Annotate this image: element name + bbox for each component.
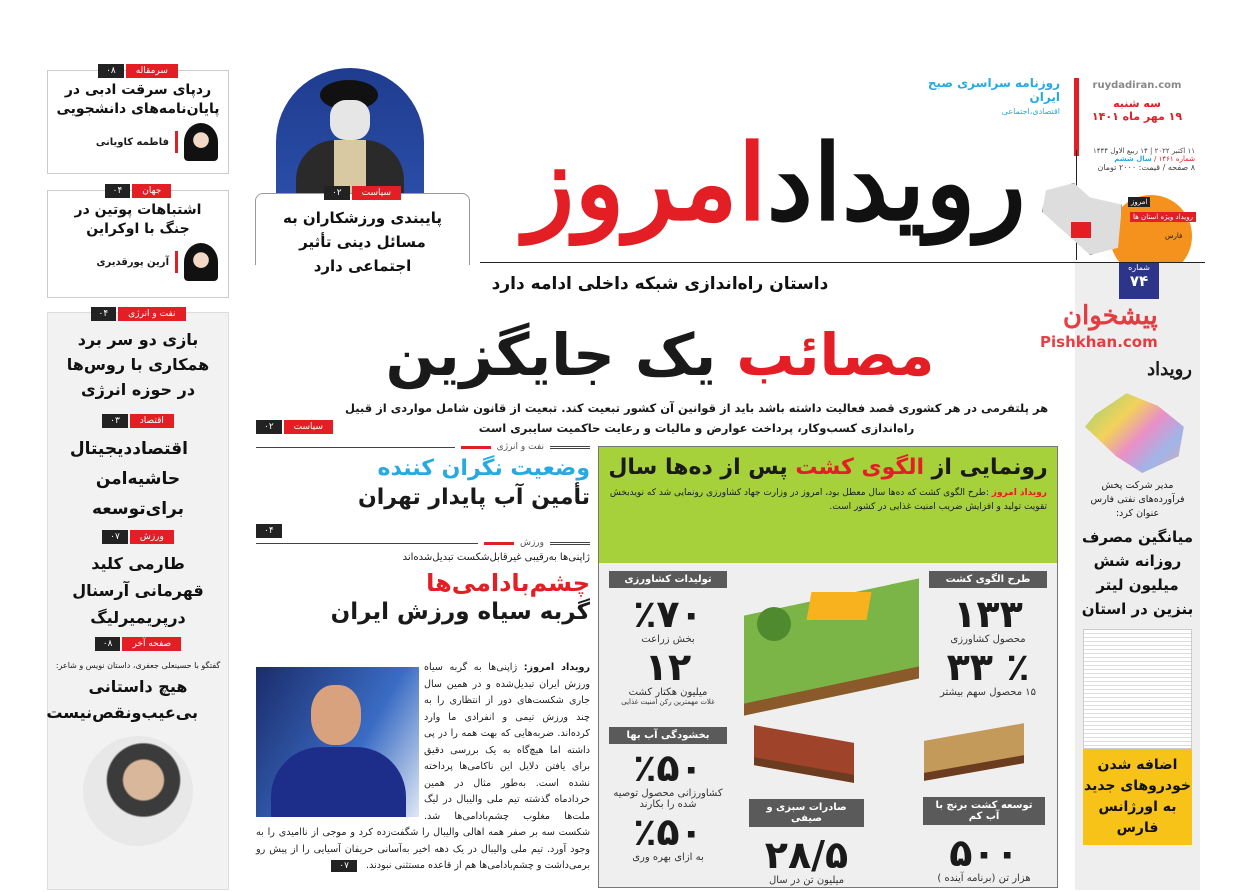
- watermark-fa: پیشخوان: [1062, 301, 1158, 331]
- page-number: ۰۸: [95, 637, 121, 651]
- page-number: ۰۴: [105, 184, 131, 198]
- stat-value: ٪۷۰: [633, 592, 703, 636]
- rice-plot-icon: [924, 723, 1024, 781]
- section-tag: نفت و انرژی: [118, 307, 185, 321]
- page-number: ۰۸: [98, 64, 124, 78]
- date: ۱۹ مهر ماه ۱۴۰۱: [1091, 110, 1183, 123]
- brief-title[interactable]: اقتصاددیجیتال حاشیه‌امن برای‌توسعه: [69, 439, 188, 519]
- yellow-promo[interactable]: [1083, 629, 1192, 845]
- info-tag: تولیدات کشاورزی: [609, 571, 727, 588]
- masthead-logo: [480, 108, 1070, 258]
- logo-word-2: امروز: [524, 121, 767, 244]
- weekday: سه شنبه: [1113, 97, 1161, 110]
- sport-title[interactable]: گربه سیاه ورزش ایران: [330, 599, 590, 625]
- stat-caption: کشاورزانی محصول توصیه شده را بکارند: [613, 788, 723, 810]
- year: سال ششم: [1114, 155, 1152, 163]
- section-header: [256, 442, 590, 452]
- stat-value: ٪ ۳۳: [946, 645, 1030, 689]
- world-box[interactable]: [47, 186, 229, 298]
- stat-caption: ۱۵ محصول سهم بیشتر: [939, 687, 1037, 698]
- supplement-title[interactable]: میانگین مصرف روزانه شش میلیون لیتر بنزین در استان: [1081, 528, 1194, 618]
- stat-value: ٪۵۰: [633, 746, 703, 790]
- masthead-red-bar: [1074, 78, 1079, 156]
- section-tag: اقتصاد: [130, 414, 174, 428]
- info-tag: طرح الگوی کشت: [929, 571, 1047, 588]
- section-tag: ورزش: [130, 530, 174, 544]
- left-briefs: [46, 309, 229, 890]
- author-photo: [184, 243, 218, 281]
- fars-map: [1085, 389, 1189, 473]
- lead-headline[interactable]: [380, 320, 940, 390]
- issue-badge: [1119, 263, 1159, 299]
- sport-kicker: چشم‌بادامی‌ها: [426, 569, 590, 597]
- brief-title[interactable]: طارمی کلید قهرمانی آرسنال درپریمیرلیگ: [72, 554, 204, 627]
- supplement-logo: رویداد: [1147, 359, 1192, 380]
- sport-body: [256, 660, 590, 875]
- section-tag: سیاست: [284, 420, 333, 434]
- issue-number: شماره ۱۴۶۱ /: [1151, 155, 1195, 163]
- paper-logo-small: رویداد امروز: [991, 488, 1047, 498]
- headline-black: یک جایگزین: [385, 321, 717, 389]
- pishkhan-watermark: [1040, 300, 1158, 352]
- intro-text: :طرح الگوی کشت که ده‌ها سال معطل بود، امروز در وزارت جهاد کشاورزی رونمایی شد که نویدبخش تقویت تولید و افزایش ضریب امنیت غذایی در کشور است.: [609, 488, 1047, 512]
- section-tag: سرمقاله: [126, 64, 178, 78]
- map-label-today: امروز: [1128, 197, 1150, 207]
- stat-caption: غلات مهمترین رکن امنیت غذایی: [621, 698, 715, 706]
- stat-value: ۲۸/۵: [764, 833, 849, 877]
- sport-summary: ژاپنی‌ها به‌رقیبی غیرقابل‌شکست تبدیل‌شده‌اند: [402, 552, 590, 563]
- infographic-title: [599, 455, 1057, 480]
- stat-value: ۵۰۰: [949, 831, 1019, 875]
- brief-kicker: گفتگو با حسینعلی جعفری، داستان نویس و شاعر:: [55, 661, 221, 670]
- stat-value: ۱۲: [644, 645, 692, 689]
- title-part: رونمایی از: [931, 455, 1048, 480]
- infographic-intro: [609, 486, 1047, 514]
- interviewee-photo: [83, 736, 193, 846]
- date-other: ۱۱ اکتبر ۲۰۲۲ | ۱۴ ربیع الاول ۱۴۴۴: [1092, 147, 1195, 155]
- page-number: ۰۲: [256, 420, 282, 434]
- stat-caption: محصول کشاورزی: [950, 634, 1026, 645]
- stat-caption: هزار تن (برنامه آینده ): [937, 873, 1031, 884]
- author-photo: [184, 123, 218, 161]
- province-supplement[interactable]: [1075, 263, 1200, 890]
- section-tag: جهان: [132, 184, 171, 198]
- orchard-tree-icon: [757, 607, 791, 641]
- section-tag: صفحه آخر: [122, 637, 181, 651]
- field-plot-icon: [754, 725, 854, 783]
- section-tag: سیاست: [352, 186, 401, 200]
- section-label: نفت و انرژی: [496, 442, 544, 452]
- water-title[interactable]: تأمین آب پایدار تهران: [357, 485, 590, 510]
- lead-body: هر پلتفرمی در هر کشوری قصد فعالیت داشته باشد باید از قوانین آن کشور تبعیت کند. تبعیت از قانون شامل مواردی از قبیل راه‌اندازی کسب‌وکار، پرداخت عوارض و مالیات و رعایت حاکمیت سایبری است: [344, 401, 1049, 435]
- stat-value: ٪۵۰: [633, 810, 703, 854]
- info-tag: بخشودگی آب بها: [609, 727, 727, 744]
- author-name: آرین پورقدیری: [96, 256, 169, 268]
- map-label-special: رویداد ویژه استان ها: [1130, 212, 1196, 222]
- brief-title[interactable]: هیچ داستانی بی‌عیب‌ونقص‌نیست: [46, 677, 198, 722]
- title-part: پس از ده‌ها سال: [608, 455, 788, 480]
- supplement-kicker: مدیر شرکت پخش فرآورده‌های نفتی فارس عنوان کرد:: [1090, 480, 1185, 519]
- slogan: روزنامه سراسری صبح ایران: [927, 76, 1060, 104]
- website[interactable]: ruydadiran.com: [1092, 80, 1182, 91]
- info-tag: صادرات سبزی و صیفی: [749, 799, 864, 827]
- issue-label: شماره: [1128, 263, 1150, 272]
- author-name: فاطمه کاویانی: [95, 136, 169, 148]
- map-label-province: فارس: [1165, 232, 1183, 240]
- page-number: ۰۴: [91, 307, 117, 321]
- stat-caption: بخش زراعت: [641, 634, 695, 645]
- page-number: ۰۲: [324, 186, 350, 200]
- trailer-icon: [807, 592, 872, 620]
- page-thumbnail: [1083, 629, 1192, 749]
- issue-number: ۷۴: [1129, 272, 1149, 290]
- water-kicker: وضعیت نگران کننده: [377, 456, 590, 481]
- lead-subhead: داستان راه‌اندازی شبکه داخلی ادامه دارد: [491, 274, 829, 294]
- lead-body-wrap: [256, 398, 1060, 438]
- top-story-box[interactable]: [255, 188, 470, 275]
- title-red: الگوی کشت: [795, 455, 924, 480]
- section-label: ورزش: [519, 538, 544, 548]
- stat-caption: میلیون تن در سال: [768, 875, 845, 886]
- page-number: ۰۴: [256, 524, 282, 538]
- page-number: ۰۷: [102, 530, 128, 544]
- infographic: [598, 446, 1058, 888]
- editorial-title: ردپای سرقت ادبی در پایان‌نامه‌های دانشجویی: [56, 82, 220, 117]
- world-title: اشتباهات پوتین در جنگ با اوکراین: [74, 202, 202, 237]
- stat-caption: میلیون هکتار کشت: [628, 687, 708, 698]
- watermark-en: Pishkhan.com: [1040, 333, 1158, 351]
- stat-caption: به ازای بهره وری: [632, 852, 704, 863]
- page-number: ۰۷: [331, 860, 357, 872]
- leader-photo: [276, 68, 424, 198]
- sport-byline: رویداد امروز:: [523, 662, 590, 673]
- brief-title[interactable]: بازی دو سر برد همکاری با روس‌ها در حوزه انرژی: [66, 330, 210, 399]
- headline-red: مصائب: [736, 321, 935, 389]
- stat-value: ۱۳۳: [953, 592, 1023, 636]
- section-header: [256, 538, 590, 548]
- editorial-box[interactable]: [47, 66, 229, 174]
- logo-word-1: رویداد: [766, 121, 1026, 244]
- info-tag: توسعه کشت برنج با آب کم: [923, 797, 1045, 825]
- top-story-title: پایبندی ورزشکاران به مسائل دینی تأثیر اجتماعی دارد: [282, 209, 442, 275]
- paper-category: اقتصادی،اجتماعی: [1001, 107, 1060, 116]
- pages-price: ۸ صفحه / قیمت: ۲۰۰۰ تومان: [1097, 163, 1195, 172]
- sport-text: ژاپنی‌ها به گربه سیاه ورزش ایران تبدیل‌شده و در همین سال جاری شکست‌های دور از انتظاری را به چند ورزش تیمی و انفرادی ما وارد کرده‌اند. ضربه‌هایی که بهت همه را در پی داشته اما هیچ‌گاه به یک بررسی دقیق برای یافتن دلایل این ناکامی‌ها پرداخته نشده است. به‌طور مثال در همین خردادماه گذشته تیم ملی والیبال در لیگ ملت‌ها مغلوب چشم‌بادامی‌ها شد. شکست سه بر صفر همه اهالی والیبال را شگفت‌زده کرد و موجی از ناامیدی را به وجود آورد. تیم ملی والیبال در یک دهه اخیر به‌آسانی حریفان آسیایی را از پیش رو برمی‌داشت و چشم‌بادامی‌ها هم از قاعده مستثنی نبودند.: [256, 662, 590, 871]
- page-number: ۰۳: [102, 414, 128, 428]
- promo-title: اضافه شدن خودروهای جدید به اورژانس فارس: [1083, 757, 1191, 836]
